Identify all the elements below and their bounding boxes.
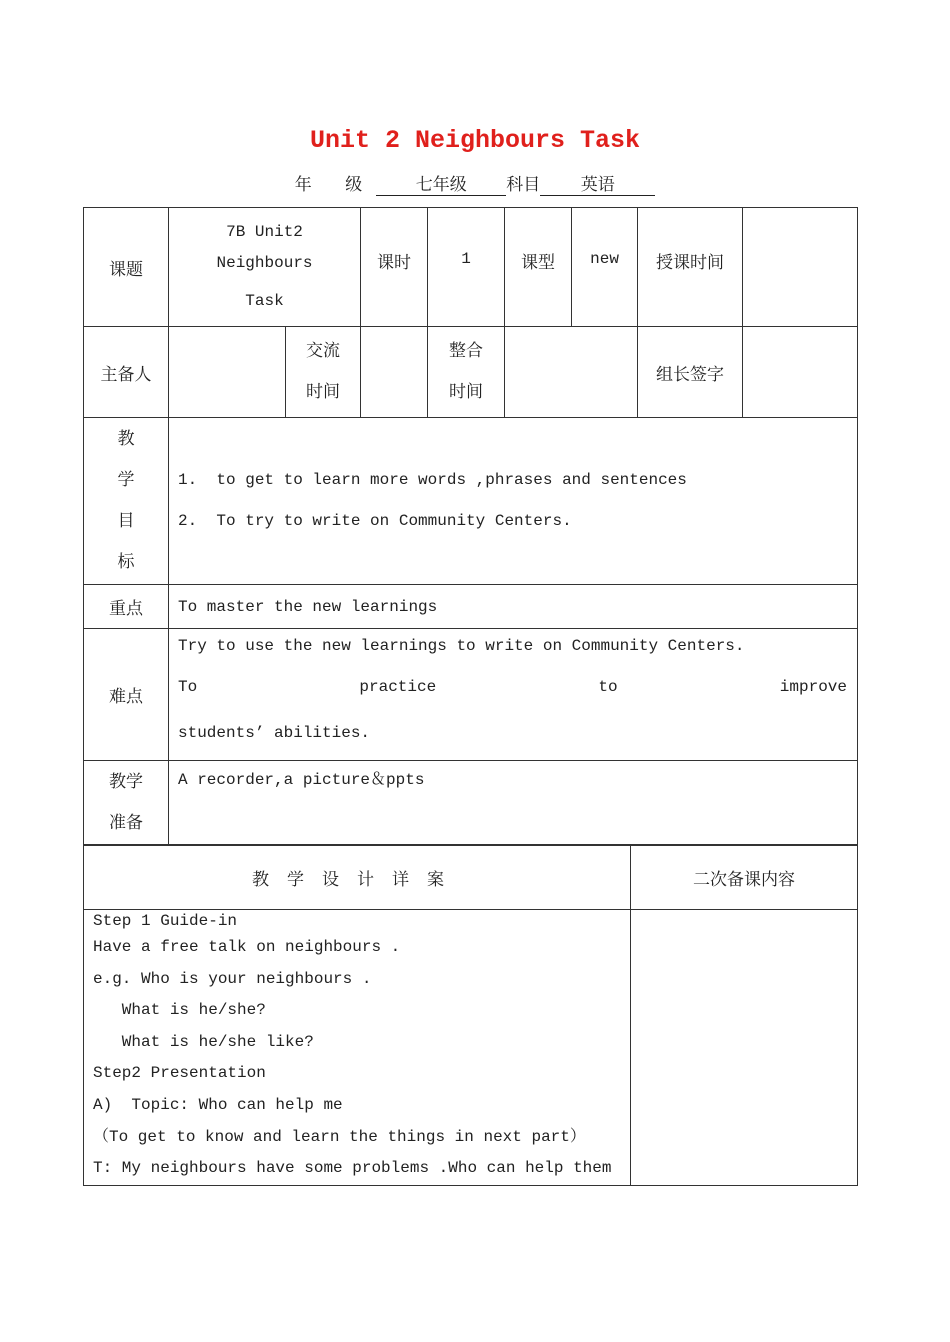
step-line: Have a free talk on neighbours . bbox=[93, 938, 401, 956]
leader-sign-value bbox=[743, 327, 858, 418]
step-line: What is he/she like? bbox=[93, 1032, 314, 1051]
integrate-label-line: 整合 bbox=[449, 341, 484, 361]
step-line: Step2 Presentation bbox=[93, 1064, 266, 1083]
topic-line: Neighbours bbox=[216, 254, 313, 272]
key-point-row bbox=[84, 585, 858, 629]
preparation-label-line: 教学 bbox=[109, 772, 143, 792]
difficulty-word: to bbox=[598, 678, 618, 696]
integrate-time-value bbox=[505, 327, 638, 418]
difficulty-line: students’ abilities. bbox=[178, 724, 371, 742]
grade-label: 年 级 bbox=[294, 175, 377, 195]
design-steps bbox=[84, 910, 631, 1186]
objectives-label-char: 学 bbox=[117, 470, 135, 490]
objectives-content bbox=[169, 418, 858, 585]
subject-value: 英语 bbox=[540, 175, 655, 196]
difficulty-word: practice bbox=[359, 678, 437, 696]
key-point-text: To master the new learnings bbox=[169, 585, 858, 629]
objective-item: 2. To try to write on Community Centers. bbox=[178, 512, 572, 530]
difficulty-line: Try to use the new learnings to write on Community Centers. bbox=[178, 637, 745, 655]
design-body-row bbox=[84, 910, 858, 1186]
difficulty-label: 难点 bbox=[84, 629, 169, 761]
objectives-label-char: 标 bbox=[117, 552, 135, 572]
exchange-time-value bbox=[361, 327, 428, 418]
period-label: 课时 bbox=[361, 208, 428, 327]
step-line: Step 1 Guide-in bbox=[93, 912, 238, 930]
objectives-label-char: 教 bbox=[117, 429, 135, 449]
design-header-row bbox=[84, 845, 858, 910]
grade-value: 七年级 bbox=[376, 175, 506, 196]
info-row-2 bbox=[84, 327, 858, 418]
difficulty-content bbox=[169, 629, 858, 761]
document-title: Unit 2 Neighbours Task bbox=[309, 126, 641, 155]
time-value bbox=[743, 208, 858, 327]
objective-item: 1. to get to learn more words ,phrases and sentences bbox=[178, 471, 687, 489]
integrate-time-label bbox=[428, 327, 505, 418]
difficulty-justified-line bbox=[178, 661, 857, 713]
step-line: T: My neighbours have some problems .Who can help them bbox=[93, 1159, 612, 1178]
step-line: What is he/she? bbox=[93, 1001, 266, 1020]
preparer-label: 主备人 bbox=[84, 327, 169, 418]
difficulty-word: improve bbox=[779, 678, 847, 696]
preparation-text: A recorder,a picture＆ppts bbox=[169, 761, 858, 846]
difficulty-word: To bbox=[178, 678, 198, 696]
preparation-label bbox=[84, 761, 169, 846]
topic-value bbox=[169, 208, 361, 327]
type-label: 课型 bbox=[505, 208, 572, 327]
step-line: e.g. Who is your neighbours . bbox=[93, 969, 372, 988]
preparation-label-line: 准备 bbox=[109, 813, 143, 833]
second-prep-content bbox=[631, 910, 858, 1186]
objectives-label bbox=[84, 418, 169, 585]
exchange-label-line: 交流 bbox=[306, 341, 340, 361]
topic-line: Task bbox=[245, 292, 284, 310]
type-value: new bbox=[572, 208, 638, 327]
key-point-label: 重点 bbox=[84, 585, 169, 629]
objectives-label-char: 目 bbox=[117, 511, 135, 531]
preparer-value bbox=[169, 327, 286, 418]
design-table bbox=[83, 844, 858, 1186]
design-header: 教学设计详案 bbox=[84, 845, 631, 910]
topic-line: 7B Unit2 bbox=[226, 223, 303, 241]
info-row-1 bbox=[84, 208, 858, 327]
meta-line bbox=[0, 170, 950, 196]
time-label: 授课时间 bbox=[638, 208, 743, 327]
subject-label: 科目 bbox=[506, 175, 541, 195]
leader-sign-label: 组长签字 bbox=[638, 327, 743, 418]
step-line: （To get to know and learn the things in next part） bbox=[93, 1127, 586, 1146]
integrate-label-line: 时间 bbox=[449, 382, 484, 402]
objectives-row bbox=[84, 418, 858, 585]
period-value: 1 bbox=[428, 208, 505, 327]
lesson-plan-table bbox=[83, 207, 858, 846]
topic-label: 课题 bbox=[84, 208, 169, 327]
step-line: A) Topic: Who can help me bbox=[93, 1095, 343, 1114]
preparation-row bbox=[84, 761, 858, 846]
difficulty-row bbox=[84, 629, 858, 761]
exchange-time-label bbox=[286, 327, 361, 418]
second-prep-header: 二次备课内容 bbox=[631, 845, 858, 910]
exchange-label-line: 时间 bbox=[306, 382, 340, 402]
